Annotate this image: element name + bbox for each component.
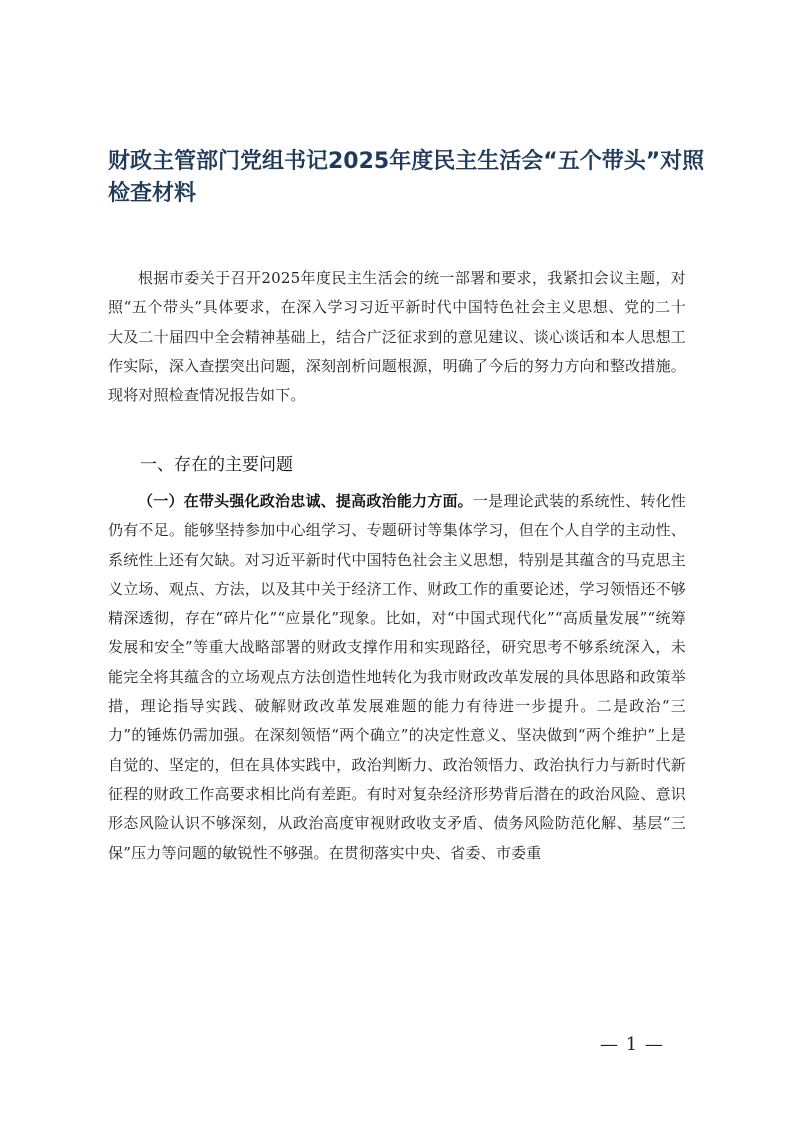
section-paragraph (108, 487, 686, 868)
section-heading: 一、存在的主要问题 (140, 455, 293, 475)
page-number: — 1 — (600, 1034, 664, 1055)
document-title: 财政主管部门党组书记2025年度民主生活会“五个带头”对照检查材料 (108, 149, 705, 206)
intro-paragraph: 根据市委关于召开2025年度民主生活会的统一部署和要求，我紧扣会议主题，对照“五个带头”具体要求，在深入学习习近平新时代中国特色社会主义思想、党的二十大及二十届四中全会精神基础上，结合广泛征求到的意见建议、谈心谈话和本人思想工作实际，深入查摆突出问题，深刻剖析问题根源，明确了今后的努力方向和整改措施。现将对照检查情况报告如下。 (108, 269, 686, 405)
subsection-heading: （一）在带头强化政治忠诚、提高政治能力方面。 (138, 492, 473, 510)
subsection-text: 一是理论武装的系统性、转化性仍有不足。能够坚持参加中心组学习、专题研讨等集体学习，但在个人自学的主动性、系统性上还有欠缺。对习近平新时代中国特色社会主义思想，特别是其蕴含的马克思主义立场、观点、方法，以及其中关于经济工作、财政工作的重要论述，学习领悟还不够精深透彻，存在“碎片化”“应景化”现象。比如，对“中国式现代化”“高质量发展”“统筹发展和安全”等重大战略部署的财政支撑作用和实现路径，研究思考不够系统深入，未能完全将其蕴含的立场观点方法创造性地转化为我市财政改革发展的具体思路和政策举措，理论指导实践、破解财政改革发展难题的能力有待进一步提升。二是政治“三力”的锤炼仍需加强。在深刻领悟“两个确立”的决定性意义、坚决做到“两个维护”上是自觉的、坚定的，但在具体实践中，政治判断力、政治领悟力、政治执行力与新时代新征程的财政工作高要求相比尚有差距。有时对复杂经济形势背后潜在的政治风险、意识形态风险认识不够深刻，从政治高度审视财政收支矛盾、债务风险防范化解、基层“三保”压力等问题的敏锐性不够强。在贯彻落实中央、省委、市委重 (108, 492, 686, 862)
